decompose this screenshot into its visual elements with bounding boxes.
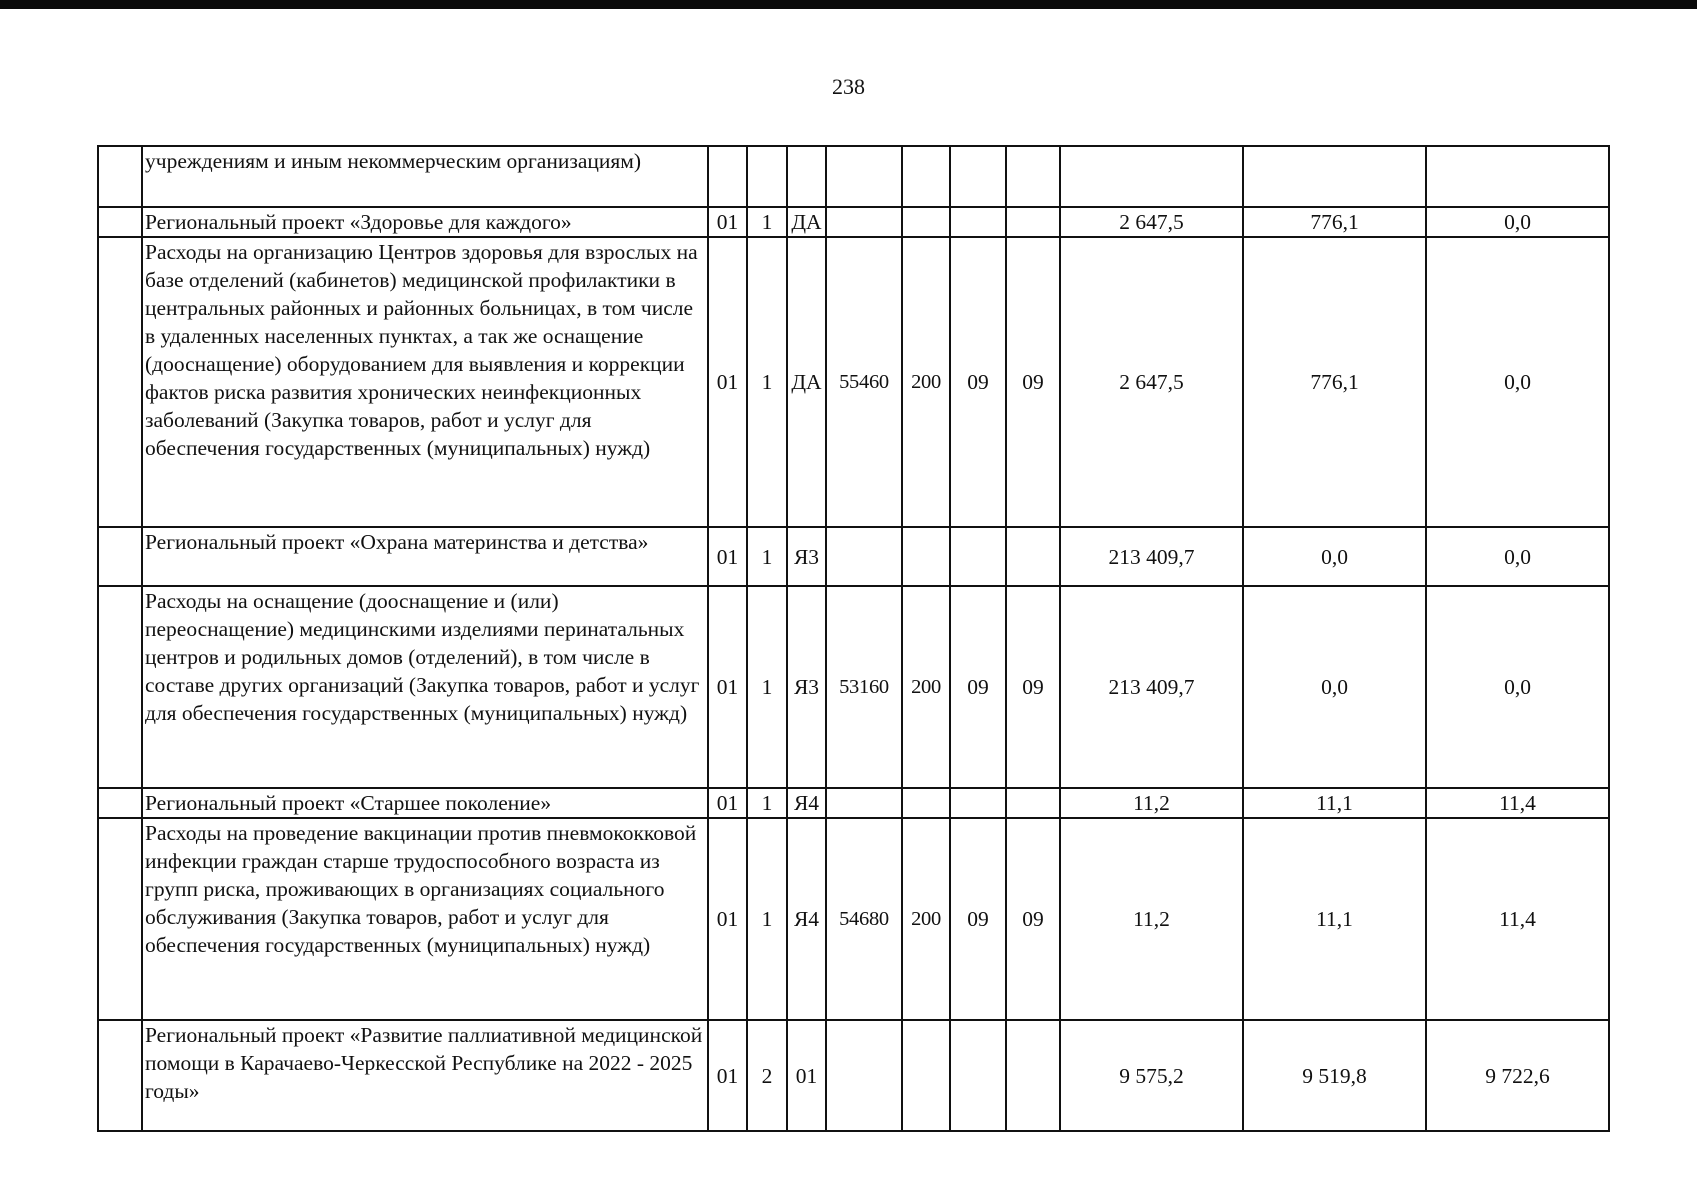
row-name: Расходы на оснащение (дооснащение и (или) переоснащение) медицинскими изделиями перинатальных центров и родильных домов (отделений), в том числе в составе других организаций (Закупка товаров, работ и услуг для обеспечения государственных (муниципальных) нужд) xyxy=(142,586,708,788)
page-number: 238 xyxy=(832,74,865,99)
amount-cell xyxy=(1243,146,1426,207)
code-cell: 1 xyxy=(747,527,787,586)
code-cell: 200 xyxy=(902,818,950,1020)
code-cell: Я4 xyxy=(787,788,826,818)
code-cell xyxy=(902,788,950,818)
row-number-cell xyxy=(98,818,142,1020)
code-cell xyxy=(1006,1020,1060,1131)
amount-cell: 2 647,5 xyxy=(1060,237,1243,527)
row-number-cell xyxy=(98,527,142,586)
table-row xyxy=(98,527,1609,586)
amount-cell: 11,2 xyxy=(1060,788,1243,818)
code-cell xyxy=(950,207,1006,237)
code-cell: 09 xyxy=(950,586,1006,788)
code-cell xyxy=(902,527,950,586)
amount-cell: 776,1 xyxy=(1243,207,1426,237)
amount-cell: 0,0 xyxy=(1426,586,1609,788)
code-cell: 09 xyxy=(1006,586,1060,788)
code-cell xyxy=(826,527,902,586)
amount-cell: 0,0 xyxy=(1243,527,1426,586)
amount-cell: 11,1 xyxy=(1243,788,1426,818)
row-number-cell xyxy=(98,237,142,527)
table-row xyxy=(98,818,1609,1020)
code-cell xyxy=(950,788,1006,818)
amount-cell: 9 575,2 xyxy=(1060,1020,1243,1131)
code-cell: Я3 xyxy=(787,586,826,788)
code-cell: 1 xyxy=(747,207,787,237)
amount-cell: 11,1 xyxy=(1243,818,1426,1020)
code-cell: 1 xyxy=(747,818,787,1020)
code-cell: 01 xyxy=(708,1020,747,1131)
code-cell: 55460 xyxy=(826,237,902,527)
code-cell xyxy=(826,1020,902,1131)
code-cell xyxy=(950,146,1006,207)
code-cell: 1 xyxy=(747,788,787,818)
amount-cell: 213 409,7 xyxy=(1060,586,1243,788)
code-cell: 09 xyxy=(950,818,1006,1020)
code-cell: 200 xyxy=(902,237,950,527)
row-name: Расходы на проведение вакцинации против пневмококковой инфекции граждан старше трудоспособного возраста из групп риска, проживающих в организациях социального обслуживания (Закупка товаров, работ и услуг для обеспечения государственных (муниципальных) нужд) xyxy=(142,818,708,1020)
row-name: Региональный проект «Охрана материнства и детства» xyxy=(142,527,708,586)
row-name: Расходы на организацию Центров здоровья для взрослых на базе отделений (кабинетов) медицинской профилактики в центральных районных и районных больницах, в том числе в удаленных населенных пунктах, а так же оснащение (дооснащение) оборудованием для выявления и коррекции фактов риска развития хронических неинфекционных заболеваний (Закупка товаров, работ и услуг для обеспечения государственных (муниципальных) нужд) xyxy=(142,237,708,527)
code-cell xyxy=(747,146,787,207)
table-row xyxy=(98,1020,1609,1131)
amount-cell xyxy=(1426,146,1609,207)
code-cell: 09 xyxy=(950,237,1006,527)
code-cell: 09 xyxy=(1006,237,1060,527)
amount-cell: 0,0 xyxy=(1426,207,1609,237)
amount-cell: 213 409,7 xyxy=(1060,527,1243,586)
table-row xyxy=(98,237,1609,527)
code-cell xyxy=(902,207,950,237)
code-cell xyxy=(902,146,950,207)
amount-cell: 2 647,5 xyxy=(1060,207,1243,237)
code-cell xyxy=(1006,788,1060,818)
code-cell: 200 xyxy=(902,586,950,788)
code-cell: 01 xyxy=(708,818,747,1020)
code-cell xyxy=(1006,146,1060,207)
amount-cell: 9 519,8 xyxy=(1243,1020,1426,1131)
row-number-cell xyxy=(98,207,142,237)
amount-cell: 0,0 xyxy=(1426,527,1609,586)
code-cell xyxy=(826,207,902,237)
code-cell xyxy=(826,146,902,207)
table-row xyxy=(98,788,1609,818)
code-cell xyxy=(950,1020,1006,1131)
amount-cell: 11,2 xyxy=(1060,818,1243,1020)
row-number-cell xyxy=(98,146,142,207)
scan-top-edge xyxy=(0,0,1697,9)
code-cell: 01 xyxy=(708,527,747,586)
amount-cell: 776,1 xyxy=(1243,237,1426,527)
amount-cell: 11,4 xyxy=(1426,788,1609,818)
code-cell: 09 xyxy=(1006,818,1060,1020)
code-cell xyxy=(950,527,1006,586)
code-cell xyxy=(708,146,747,207)
code-cell: Я4 xyxy=(787,818,826,1020)
code-cell xyxy=(787,146,826,207)
code-cell: 1 xyxy=(747,237,787,527)
amount-cell: 9 722,6 xyxy=(1426,1020,1609,1131)
code-cell xyxy=(826,788,902,818)
code-cell xyxy=(902,1020,950,1131)
amount-cell: 0,0 xyxy=(1426,237,1609,527)
row-name: Региональный проект «Старшее поколение» xyxy=(142,788,708,818)
code-cell: ДА xyxy=(787,237,826,527)
row-name: учреждениям и иным некоммерческим организациям) xyxy=(142,146,708,207)
budget-table xyxy=(97,145,1610,1132)
code-cell xyxy=(1006,207,1060,237)
amount-cell: 0,0 xyxy=(1243,586,1426,788)
row-number-cell xyxy=(98,788,142,818)
code-cell: ДА xyxy=(787,207,826,237)
code-cell: 53160 xyxy=(826,586,902,788)
code-cell: 01 xyxy=(787,1020,826,1131)
code-cell: 2 xyxy=(747,1020,787,1131)
code-cell: 1 xyxy=(747,586,787,788)
code-cell: Я3 xyxy=(787,527,826,586)
code-cell: 01 xyxy=(708,237,747,527)
table-row xyxy=(98,146,1609,207)
table-row xyxy=(98,207,1609,237)
table-row xyxy=(98,586,1609,788)
code-cell: 01 xyxy=(708,207,747,237)
row-number-cell xyxy=(98,586,142,788)
amount-cell xyxy=(1060,146,1243,207)
row-number-cell xyxy=(98,1020,142,1131)
code-cell: 01 xyxy=(708,788,747,818)
row-name: Региональный проект «Здоровье для каждого» xyxy=(142,207,708,237)
row-name: Региональный проект «Развитие паллиативной медицинской помощи в Карачаево-Черкесской Республике на 2022 - 2025 годы» xyxy=(142,1020,708,1131)
code-cell xyxy=(1006,527,1060,586)
code-cell: 54680 xyxy=(826,818,902,1020)
amount-cell: 11,4 xyxy=(1426,818,1609,1020)
code-cell: 01 xyxy=(708,586,747,788)
